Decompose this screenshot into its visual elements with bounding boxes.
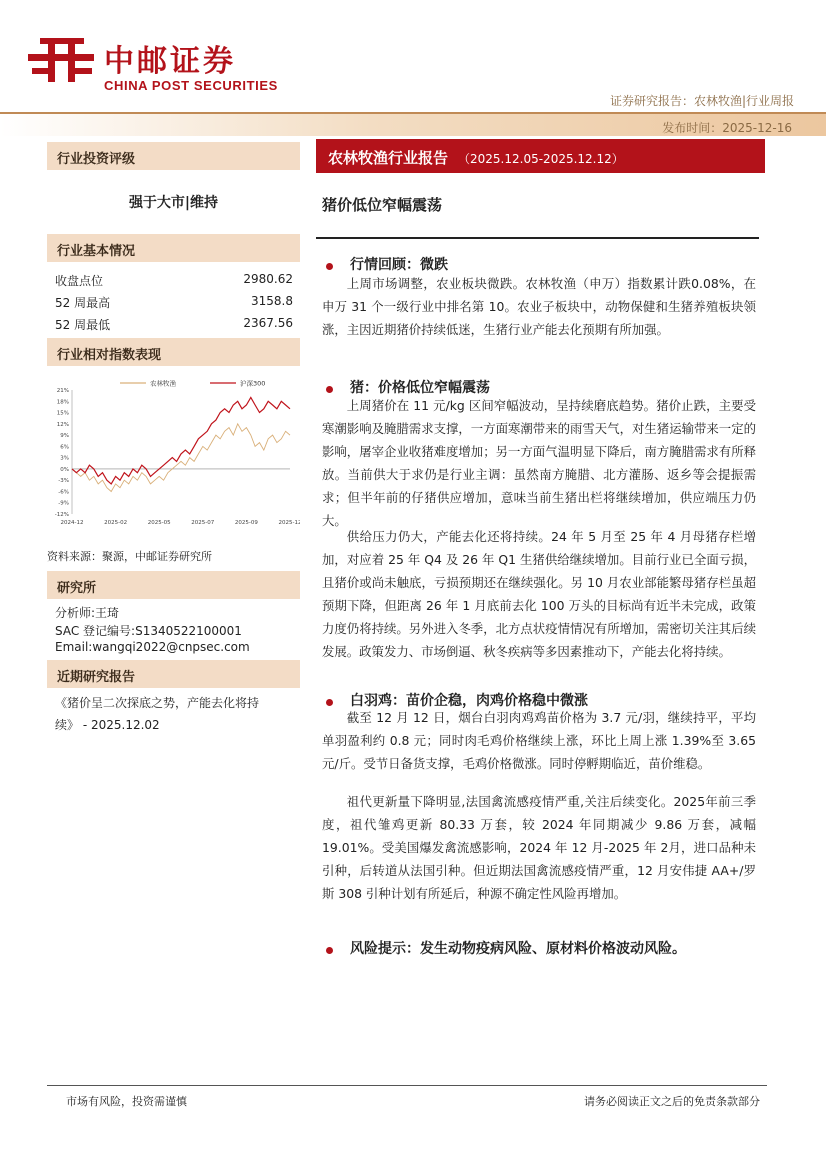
footer-disclaimer[interactable]: 请务必阅读正文之后的免责条款部分 (584, 1095, 760, 1108)
rating-heading: 行业投资评级 (47, 142, 300, 170)
basics-row-close (55, 272, 293, 294)
bullet-icon (326, 699, 333, 706)
brand-name-cn: 中邮证券 (104, 44, 236, 79)
y-tick-label: 3% (60, 455, 69, 462)
basics-row-high (55, 294, 293, 316)
analyst-email[interactable]: Email:wangqi2022@cnpsec.com (55, 640, 250, 654)
y-tick-label: 12% (56, 421, 69, 428)
bullet-icon (326, 947, 333, 954)
y-tick-label: 0% (60, 466, 69, 473)
section-heading: 猪：价格低位窄幅震荡 (350, 380, 490, 396)
basics-row-low (55, 316, 293, 338)
paragraph: 祖代更新量下降明显,法国禽流感疫情严重,关注后续变化。2025年前三季度，祖代雏鸡更新 80.33 万套，较 2024 年同期减少 9.86 万套，减幅 19.01%。受美国爆发禽流感影响，2024 年 12 月-2025 年 2月，进口品种未引种，后转道从法国引种。但近期法国禽流感疫情严重，12 月安伟捷 AA+/罗斯 308 引种计划有所延后，种源不确定性风险再增加。 (322, 794, 756, 901)
rating-value: 强于大市|维持 (128, 195, 219, 211)
chart-svg (50, 374, 300, 536)
basics-value: 2980.62 (243, 272, 293, 286)
report-banner (316, 139, 765, 173)
bullet-icon (326, 263, 333, 270)
analyst-sac: SAC 登记编号:S1340522100001 (55, 624, 242, 638)
basics-value: 2367.56 (243, 316, 293, 330)
basics-value: 3158.8 (251, 294, 293, 308)
basics-heading: 行业基本情况 (47, 234, 300, 262)
y-tick-label: -12% (54, 512, 69, 518)
title-divider (316, 237, 759, 239)
report-title: 猪价低位窄幅震荡 (322, 196, 443, 214)
footer-divider (47, 1085, 767, 1086)
chart-source: 资料来源：聚源，中邮证券研究所 (47, 550, 212, 563)
x-tick-label: 2025-05 (147, 520, 171, 526)
x-tick-label: 2025-02 (104, 520, 128, 526)
recent-report-line2: 续》 - 2025.12.02 (55, 718, 160, 732)
x-tick-label: 2024-12 (60, 520, 84, 526)
x-tick-label: 2025-09 (234, 520, 258, 526)
legend-label: 沪深300 (240, 379, 266, 388)
y-tick-label: -3% (58, 478, 69, 485)
y-tick-label: 18% (56, 399, 69, 406)
recent-reports-heading: 近期研究报告 (47, 660, 300, 688)
paragraph: 上周猪价在 11 元/kg 区间窄幅波动，呈持续磨底趋势。猪价止跌，主要受寒潮影响及腌腊需求支撑，一方面寒潮带来的雨雪天气，对生猪运输带来一定的影响，屠宰企业收猪难度增加；另一方面气温明显下降后，南方腌腊需求有所释放。当前供大于求仍是行业主调：虽然南方腌腊、北方灌肠、返乡等会提振需求；但半年前的仔猪供应增加，意味当前生猪出栏将继续增加，供应端压力仍大。 (322, 398, 756, 528)
index-heading: 行业相对指数表现 (47, 338, 300, 366)
section-heading: 风险提示：发生动物疫病风险、原材料价格波动风险。 (350, 941, 686, 957)
paragraph: 供给压力仍大，产能去化还将持续。24 年 5 月至 25 年 4 月母猪存栏增加，对应着 25 年 Q4 及 26 年 Q1 生猪供给继续增加。目前行业已全面亏损，且猪价或尚未触底，亏损预期还在继续强化。另 10 月农业部能繁母猪存栏虽超预期下降，但距离 26 年 1 月底前去化 100 万头的目标尚有近半未完成，政策力度仍将持续。另外进入冬季，北方点状疫情情况有所增加，需密切关注其后续发展。政策发力、市场倒逼、秋冬疾病等多因素推动下，产能去化将持续。 (322, 529, 756, 659)
y-tick-label: -9% (58, 500, 69, 507)
paragraph: 截至 12 月 12 日，烟台白羽肉鸡鸡苗价格为 3.7 元/羽，继续持平，平均单羽盈利约 0.8 元；同时肉毛鸡价格继续上涨，环比上周上涨 1.39%至 3.65 元/斤。受节日备货支撑，毛鸡价格微涨。同时停孵期临近，苗价维稳。 (322, 710, 756, 771)
analyst-name: 分析师:王琦 (55, 606, 120, 620)
series-line (72, 398, 290, 484)
recent-report-link[interactable] (55, 692, 298, 736)
y-tick-label: -6% (58, 489, 69, 496)
basics-label: 52 周最高 (55, 296, 111, 310)
brand-name-en: CHINA POST SECURITIES (104, 78, 278, 93)
banner-date-range: （2025.12.05-2025.12.12） (458, 152, 624, 166)
y-tick-label: 21% (56, 388, 69, 394)
logo-mark (28, 34, 94, 82)
y-tick-label: 15% (56, 410, 69, 417)
legend-label: 农林牧渔 (150, 379, 176, 388)
relative-index-chart (50, 374, 300, 536)
basics-label: 收盘点位 (55, 274, 104, 288)
series-line (72, 424, 290, 492)
banner-title: 农林牧渔行业报告 (328, 149, 449, 167)
section-heading: 白羽鸡：苗价企稳，肉鸡价格稳中微涨 (350, 693, 588, 709)
publish-date: 发布时间：2025-12-16 (662, 121, 792, 135)
section-heading: 行情回顾：微跌 (350, 257, 448, 273)
recent-report-line1: 《猪价呈二次探底之势，产能去化将持 (55, 696, 260, 710)
paragraph: 上周市场调整，农业板块微跌。农林牧渔（申万）指数累计跌0.08%，在申万 31 个一级行业中排名第 10。农业子板块中，动物保健和生猪养殖板块领涨，主因近期猪价持续低迷，生猪行业产能去化预期有所加强。 (322, 276, 756, 337)
y-tick-label: 9% (60, 433, 69, 440)
x-tick-label: 2025-07 (191, 520, 215, 526)
x-tick-label: 2025-12 (278, 520, 300, 526)
research-heading: 研究所 (47, 571, 300, 599)
y-tick-label: 6% (60, 444, 69, 451)
bullet-icon (326, 386, 333, 393)
basics-label: 52 周最低 (55, 318, 111, 332)
report-category: 证券研究报告：农林牧渔|行业周报 (609, 94, 794, 108)
footer-risk-note: 市场有风险，投资需谨慎 (66, 1095, 187, 1108)
